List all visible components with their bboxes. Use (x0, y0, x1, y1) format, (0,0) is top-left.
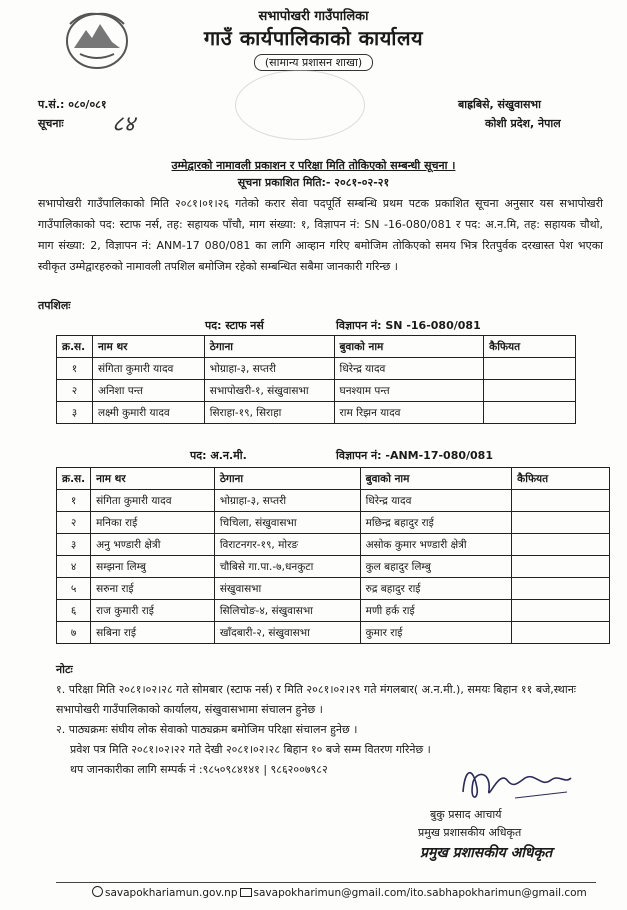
header-cell: क्र.स. (57, 336, 93, 358)
header-cell: कैफियत (512, 468, 610, 490)
header-cell: क्र.स. (57, 468, 91, 490)
cell-father: मणी हर्क राई (360, 600, 512, 622)
cell-remark (484, 358, 576, 380)
signatory-name: बुकु प्रसाद आचार्य (430, 808, 502, 821)
cell-address: सभापोखरी-१, संखुवासभा (204, 380, 334, 402)
cell-address: सिराहा-१९, सिराहा (204, 402, 334, 424)
footer-divider (56, 882, 596, 883)
cell-address: चौबिसे गा.पा.-७,धनकुटा (214, 556, 360, 578)
cell-address: संखुवासभा (214, 578, 360, 600)
cell-sn: ५ (57, 578, 91, 600)
cell-remark (512, 600, 610, 622)
header-cell: ठेगाना (214, 468, 360, 490)
globe-icon (92, 886, 103, 897)
cell-father: कुमार राई (360, 622, 512, 644)
footer-email2[interactable]: ito.sabhapokharimun@gmail.com (410, 887, 587, 899)
table2-post: पद: अ.न.मी. (190, 449, 247, 462)
table-row (57, 578, 610, 600)
cell-name: संगिता कुमारी यादव (92, 358, 204, 380)
handwritten-number: ८४ (112, 112, 135, 137)
table-row (57, 512, 610, 534)
table-row (57, 534, 610, 556)
cell-name: मनिका राई (91, 512, 215, 534)
cell-remark (512, 578, 610, 600)
cell-address: चिचिला, संखुवासभा (214, 512, 360, 534)
office-main-title: गाउँ कार्यपालिकाको कार्यालय (203, 26, 424, 50)
address-line1: बाह्रबिसे, संखुवासभा (458, 98, 541, 111)
table2-advert: विज्ञापन नं: -ANM-17-080/081 (336, 449, 493, 462)
cell-remark (512, 622, 610, 644)
cell-sn: १ (57, 490, 91, 512)
mail-icon (240, 888, 252, 897)
cell-address: सिलिचोङ-४, संखुवासभा (214, 600, 360, 622)
cell-father: राम रिझन यादव (334, 402, 484, 424)
header-cell: ठेगाना (204, 336, 334, 358)
note-2: २. पाठ्यक्रमः संघीय लोक सेवाको पाठ्यक्रम बमोजिम परिक्षा संचालन हुनेछ । (56, 723, 358, 736)
header-cell: नाम थर (92, 336, 204, 358)
header-cell: कैफियत (484, 336, 576, 358)
table-row (57, 358, 576, 380)
header-cell: नाम थर (91, 468, 215, 490)
ps-number: प.सं.: ०८०/०८१ (38, 98, 107, 111)
cell-sn: ४ (57, 556, 91, 578)
cell-father: कुल बहादुर लिम्बु (360, 556, 512, 578)
footer-website[interactable]: savapokhariamun.gov.np (105, 887, 238, 899)
table-row (57, 622, 610, 644)
header-cell: बुवाको नाम (360, 468, 512, 490)
table-row (57, 490, 610, 512)
table-header-row (57, 336, 576, 358)
notice-subject: उम्मेद्वारको नामावली प्रकाशन र परिक्षा मिति तोकिएको सम्बन्धी सूचना । (171, 159, 456, 172)
signature-scrawl (455, 762, 575, 810)
cell-father: घनश्याम पन्त (334, 380, 484, 402)
cell-sn: ७ (57, 622, 91, 644)
table-row (57, 402, 576, 424)
table-row (57, 600, 610, 622)
cell-remark (512, 556, 610, 578)
office-stamp (235, 70, 365, 140)
cell-name: अनिशा पन्त (92, 380, 204, 402)
suchana-label: सूचनाः (38, 117, 64, 130)
note-1: १. परिक्षा मिति २०८१।०२।२८ गते सोमबार (स्टाफ नर्स) र मिति २०८१।०२।२९ गते मंगलबार( अ.न.मी.), समयः बिहान ११ बजे,स्थानः सभापोखरी गाउँपालिकाको कार्यालय, संखुवासभामा संचालन हुनेछ । (56, 683, 577, 716)
cell-sn: २ (57, 380, 93, 402)
cell-address: भोग्राहा-३, सप्तरी (204, 358, 334, 380)
cell-sn: ३ (57, 402, 93, 424)
cell-name: सबिना राई (91, 622, 215, 644)
cell-name: सम्झना लिम्बु (91, 556, 215, 578)
cell-remark (512, 534, 610, 556)
table1-advert: विज्ञापन नं: SN -16-080/081 (336, 319, 481, 332)
table1-post: पद: स्टाफ नर्स (205, 319, 264, 332)
cell-address: विराटनगर-१९, मोरङ (214, 534, 360, 556)
cell-sn: १ (57, 358, 93, 380)
cell-address: खाँदबारी-२, संखुवासभा (214, 622, 360, 644)
anm-table (56, 467, 610, 644)
header-cell: बुवाको नाम (334, 336, 484, 358)
cell-name: संगिता कुमारी यादव (91, 490, 215, 512)
cell-name: अनु भण्डारी क्षेत्री (91, 534, 215, 556)
published-date: सूचना प्रकाशित मिति:- २०८१-०२-२१ (237, 176, 390, 189)
cell-father: मछिन्द्र बहादुर राई (360, 512, 512, 534)
notes-heading: नोटः (56, 663, 73, 676)
table-row (57, 380, 576, 402)
table-row (57, 556, 610, 578)
cell-address: भोग्राहा-३, सप्तरी (214, 490, 360, 512)
tapsil-label: तपशिलः (38, 299, 71, 312)
designation-stamp: प्रमुख प्रशासकीय अधिकृत (420, 845, 553, 861)
cell-sn: ६ (57, 600, 91, 622)
cell-sn: ३ (57, 534, 91, 556)
cell-father: असोक कुमार भण्डारी क्षेत्री (360, 534, 512, 556)
notice-body: सभापोखरी गाउँपालिकाको मिति २०८१।०१।२६ गतेको करार सेवा पदपूर्ति सम्बन्धि प्रथम पटक प्रकाशित सूचना अनुसार यस सभापोखरी गाउँपालिकाको पद: स्टाफ नर्स, तह: सहायक पाँचौ, माग संख्या: १, विज्ञापन नं: SN -16-080/081 र पद: अ.न.मि, तह: सहायक चौथो, माग संख्या: 2, विज्ञापन नं: ANM-17 080/081 का लागि आव्हान गरिए बमोजिम तोकिएको समय भित्र रितपुर्वक दरखास्त पेश भएका स्वीकृत उम्मेद्वारहरुको नामावली तपशिल बमोजिम रहेको सम्बन्धित सबैमा जानकारी गरिन्छ । (38, 197, 603, 273)
footer-email1[interactable]: savapokharimun@gmail.com/ (253, 887, 411, 899)
office-name: सभापोखरी गाउँपालिका (258, 9, 369, 24)
cell-remark (484, 402, 576, 424)
cell-name: सरुना राई (91, 578, 215, 600)
signatory-designation: प्रमुख प्रशासकीय अधिकृत (418, 826, 522, 839)
note-3: प्रवेश पत्र मिति २०८१।०२।२२ गते देखी २०८१।०२।२८ बिहान १० बजे सम्म वितरण गरिनेछ । (70, 743, 431, 756)
note-4: थप जानकारीका लागि सम्पर्क नं :९८५०९८४१४१ | ९८६२००७९८२ (70, 763, 328, 776)
cell-name: लक्ष्मी कुमारी यादव (92, 402, 204, 424)
footer-contact (92, 886, 587, 899)
cell-remark (512, 512, 610, 534)
table-header-row (57, 468, 610, 490)
address-line2: कोशी प्रदेश, नेपाल (485, 117, 561, 130)
cell-father: धिरेन्द्र यादव (334, 358, 484, 380)
branch-label: (सामान्य प्रशासन शाखा) (254, 54, 373, 71)
cell-remark (484, 380, 576, 402)
cell-father: धिरेन्द्र यादव (360, 490, 512, 512)
cell-remark (512, 490, 610, 512)
staff-nurse-table (56, 335, 576, 424)
cell-name: राज कुमारी राई (91, 600, 215, 622)
cell-father: रुद्र बहादुर राई (360, 578, 512, 600)
cell-sn: २ (57, 512, 91, 534)
